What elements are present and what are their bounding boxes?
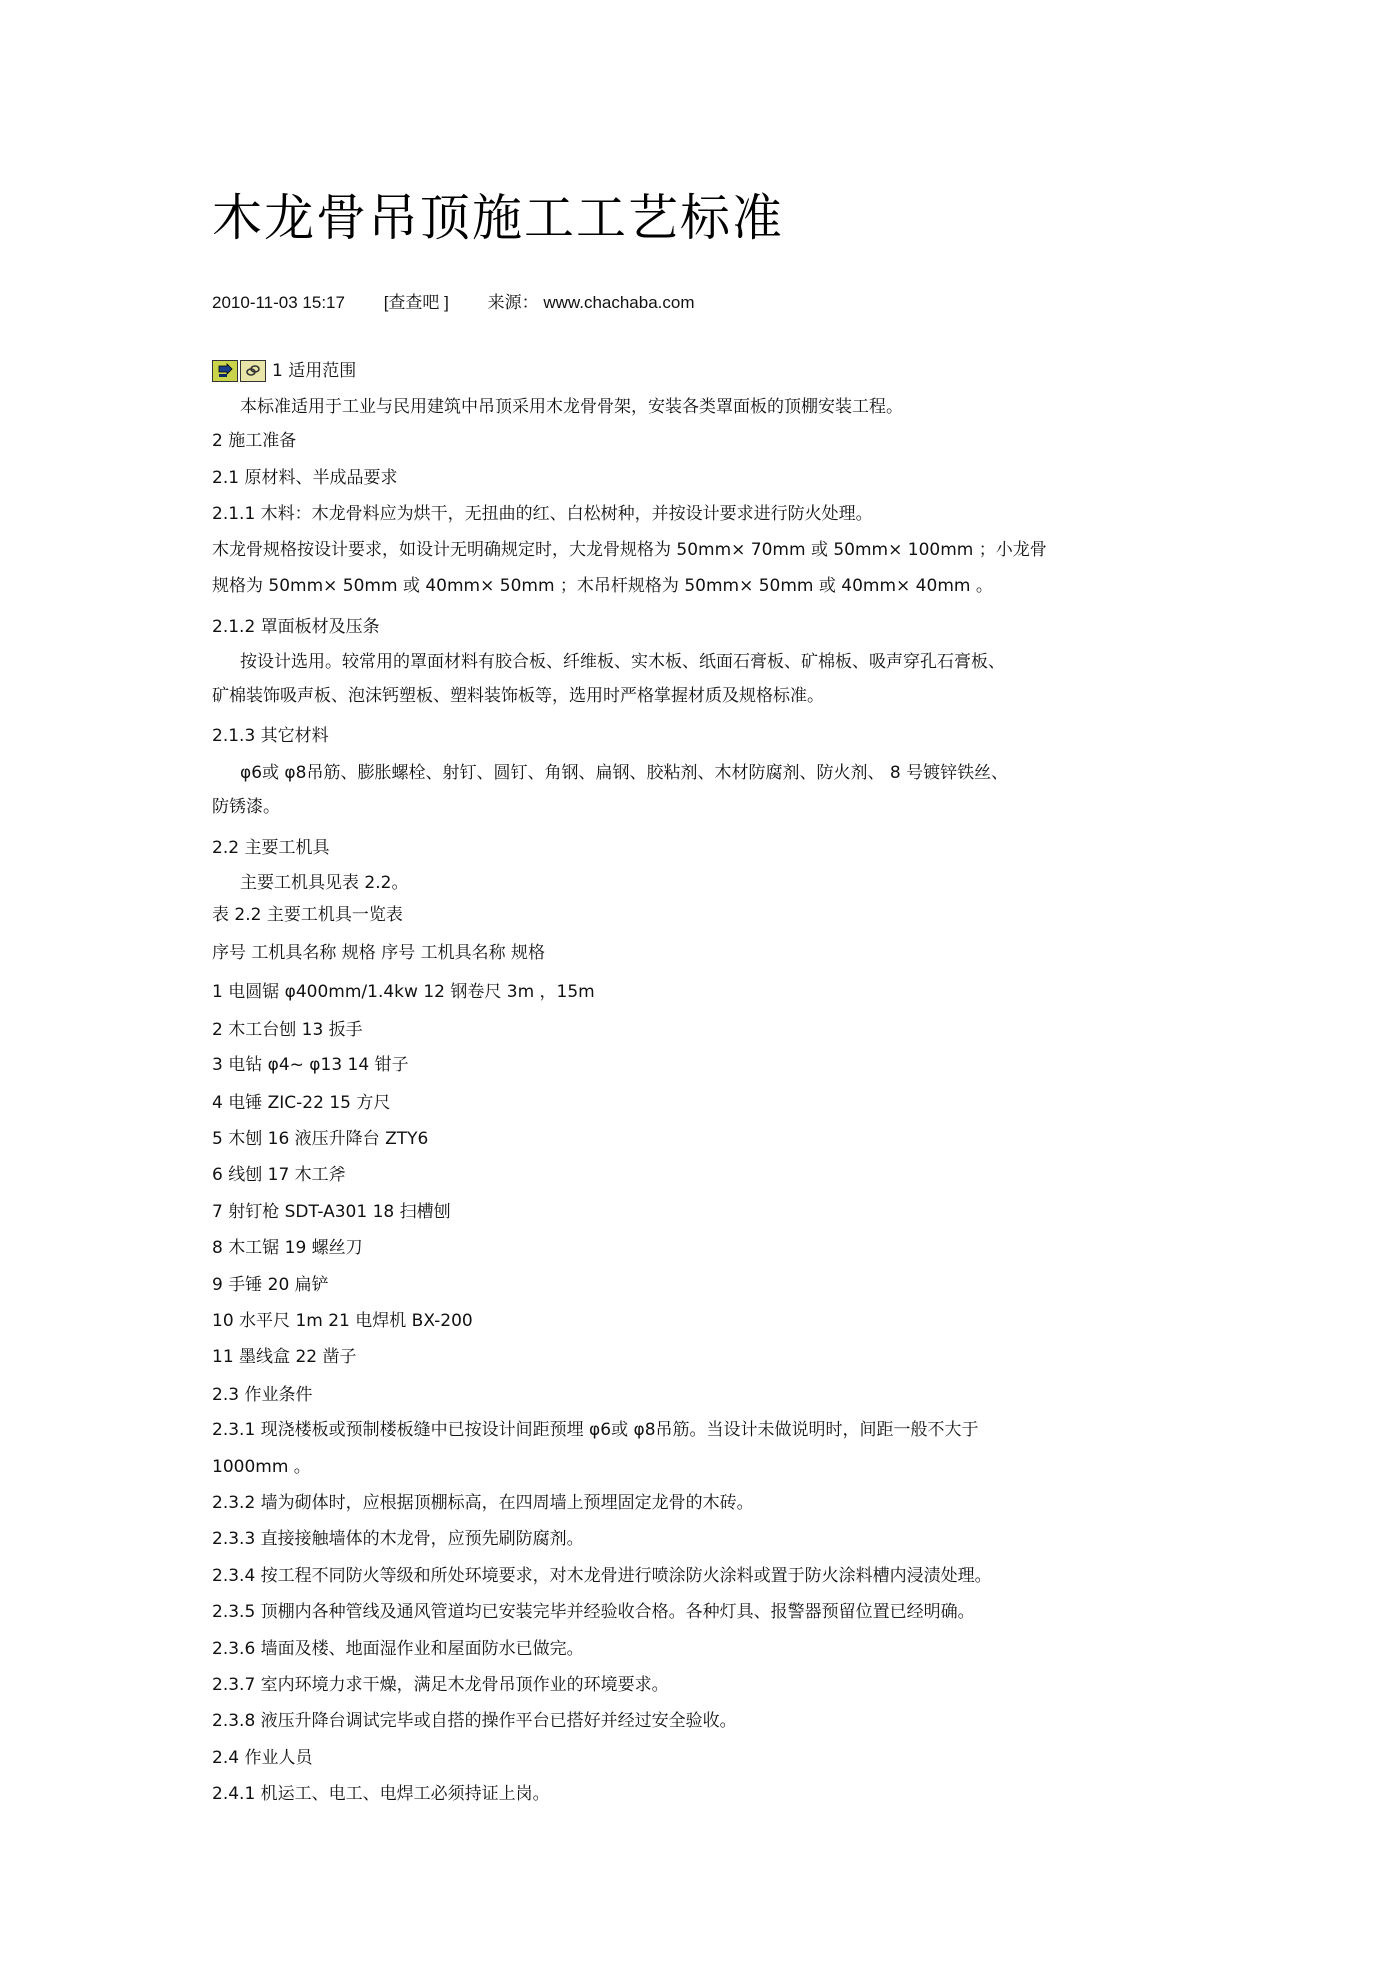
table-row: 6 线刨 17 木工斧 [212,1165,346,1185]
section-heading-1 [212,356,356,382]
paragraph: 规格为 50mm× 50mm 或 40mm× 50mm ；木吊杆规格为 50mm× 50mm 或 40mm× 40mm 。 [212,576,993,596]
paragraph: 2.4.1 机运工、电工、电焊工必须持证上岗。 [212,1784,550,1804]
table-row: 8 木工锯 19 螺丝刀 [212,1238,363,1258]
section-heading: 2.2 主要工机具 [212,838,330,858]
site-tag: [查查吧 ] [383,293,449,312]
table-row: 9 手锤 20 扁铲 [212,1275,329,1295]
table-row: 5 木刨 16 液压升降台 ZTY6 [212,1129,429,1149]
source-link[interactable]: 来源： www.chachaba.com [487,293,695,312]
article-meta [212,288,729,313]
paragraph: 木龙骨规格按设计要求，如设计无明确规定时，大龙骨规格为 50mm× 70mm 或 50mm× 100mm ；小龙骨 [212,540,1047,560]
paragraph: 2.3.8 液压升降台调试完毕或自搭的操作平台已搭好并经过安全验收。 [212,1711,737,1731]
table-row: 4 电锤 ZIC-22 15 方尺 [212,1093,391,1113]
publish-datetime: 2010-11-03 15:17 [212,293,345,312]
paragraph: 2.3.7 室内环境力求干燥，满足木龙骨吊顶作业的环境要求。 [212,1675,669,1695]
arrow-icon[interactable] [212,360,238,382]
section-heading: 2.1 原材料、半成品要求 [212,468,398,488]
section-heading: 2.1.3 其它材料 [212,726,329,746]
paragraph: 2.3.3 直接接触墙体的木龙骨，应预先刷防腐剂。 [212,1529,584,1549]
paragraph: 2.3.1 现浇楼板或预制楼板缝中已按设计间距预埋 φ6或 φ8吊筋。当设计未做说明时，间距一般不大于 [212,1420,979,1440]
table-row: 10 水平尺 1m 21 电焊机 BX-200 [212,1311,473,1331]
paragraph: 2.3.2 墙为砌体时，应根据顶棚标高，在四周墙上预埋固定龙骨的木砖。 [212,1493,754,1513]
table-header: 序号 工机具名称 规格 序号 工机具名称 规格 [212,943,546,963]
paragraph: 主要工机具见表 2.2。 [240,873,409,893]
section-heading: 2.4 作业人员 [212,1748,313,1768]
paragraph: 2.1.1 木料：木龙骨料应为烘干，无扭曲的红、白松树种，并按设计要求进行防火处理。 [212,504,873,524]
paragraph: 2.3.5 顶棚内各种管线及通风管道均已安装完毕并经验收合格。各种灯具、报警器预留位置已经明确。 [212,1602,975,1622]
page-title: 木龙骨吊顶施工工艺标准 [212,189,784,247]
table-row: 7 射钉枪 SDT-A301 18 扫槽刨 [212,1202,451,1222]
paragraph: 矿棉装饰吸声板、泡沫钙塑板、塑料装饰板等，选用时严格掌握材质及规格标准。 [212,686,824,706]
table-row: 3 电钻 φ4~ φ13 14 钳子 [212,1055,409,1075]
paragraph: 防锈漆。 [212,797,280,817]
table-caption: 表 2.2 主要工机具一览表 [212,905,403,925]
table-row: 11 墨线盒 22 凿子 [212,1347,357,1367]
table-row: 1 电圆锯 φ400mm/1.4kw 12 钢卷尺 3m ，15m [212,982,595,1002]
section-heading: 2 施工准备 [212,431,297,451]
paragraph: 1000mm 。 [212,1457,311,1477]
section-heading: 2.1.2 罩面板材及压条 [212,617,380,637]
paragraph: 2.3.6 墙面及楼、地面湿作业和屋面防水已做完。 [212,1639,584,1659]
paragraph: 2.3.4 按工程不同防火等级和所处环境要求，对木龙骨进行喷涂防火涂料或置于防火涂料槽内浸渍处理。 [212,1566,992,1586]
paragraph: φ6或 φ8吊筋、膨胀螺栓、射钉、圆钉、角钢、扁钢、胶粘剂、木材防腐剂、防火剂、 8 号镀锌铁丝、 [240,763,1009,783]
section-heading-text: 1 适用范围 [272,361,357,381]
toolbar-icons [212,360,266,382]
table-row: 2 木工台刨 13 扳手 [212,1020,363,1040]
paragraph: 按设计选用。较常用的罩面材料有胶合板、纤维板、实木板、纸面石膏板、矿棉板、吸声穿孔石膏板、 [240,652,1005,672]
section-heading: 2.3 作业条件 [212,1385,313,1405]
link-icon[interactable] [240,360,266,382]
paragraph: 本标准适用于工业与民用建筑中吊顶采用木龙骨骨架，安装各类罩面板的顶棚安装工程。 [240,397,903,417]
